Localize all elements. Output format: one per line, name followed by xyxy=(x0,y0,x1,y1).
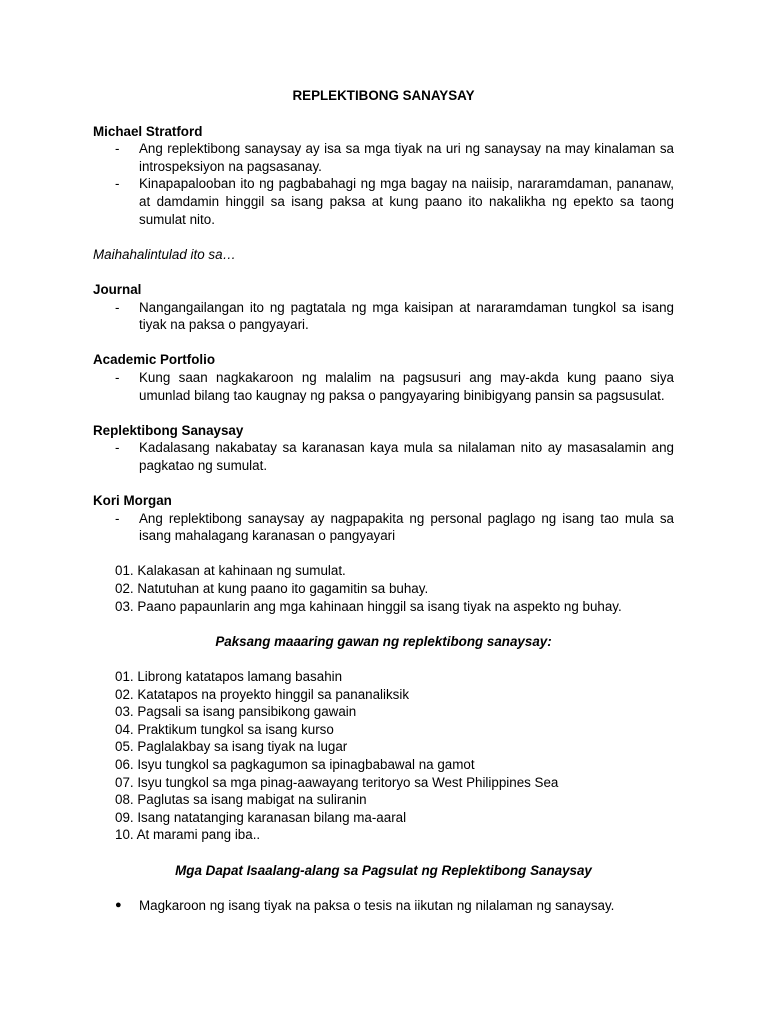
numbered-item: 08. Paglutas sa isang mabigat na suliranin xyxy=(115,792,367,808)
numbered-item: 02. Natutuhan at kung paano ito gagamitin sa buhay. xyxy=(115,581,429,597)
dash-marker: - xyxy=(115,176,120,192)
numbered-item: 01. Kalakasan at kahinaan ng sumulat. xyxy=(115,563,346,579)
numbered-item: 03. Paano papaunlarin ang mga kahinaan hinggil sa isang tiyak na aspekto ng buhay. xyxy=(115,598,622,614)
numbered-item: 04. Praktikum tungkol sa isang kurso xyxy=(115,721,334,737)
list-item-text: Ang replektibong sanaysay ay isa sa mga tiyak na uri ng sanaysay na may kinalaman sa introspeksiyon na pagsasanay. xyxy=(139,141,674,174)
section-heading: Academic Portfolio xyxy=(93,352,216,368)
list-item xyxy=(93,140,674,175)
dash-list xyxy=(93,140,674,228)
section-heading: Kori Morgan xyxy=(93,493,172,509)
dash-marker: - xyxy=(115,299,120,315)
list-item-text: Kinapapalooban ito ng pagbabahagi ng mga bagay na naiisip, nararamdaman, pananaw, at damdamin hinggil sa isang paksa at kung paano ito nakalikha ng epekto sa taong sumulat nito. xyxy=(139,176,674,227)
numbered-item: 01. Librong katatapos lamang basahin xyxy=(115,669,343,684)
list-item xyxy=(93,175,674,228)
numbered-item: 07. Isyu tungkol sa mga pinag-aawayang teritoryo sa West Philippines Sea xyxy=(115,774,559,790)
numbered-item: 09. Isang natatanging karanasan bilang ma-aaral xyxy=(115,809,407,825)
dash-marker: - xyxy=(115,141,120,157)
bullet-item xyxy=(93,897,674,915)
dash-list xyxy=(93,439,674,474)
section-heading: Michael Stratford xyxy=(93,123,203,139)
dash-marker: - xyxy=(115,440,120,456)
dash-list xyxy=(93,299,674,334)
subheading-topics: Paksang maaaring gawan ng replektibong sanaysay: xyxy=(215,633,552,649)
dash-list xyxy=(93,369,674,404)
numbered-item: 05. Paglalakbay sa isang tiyak na lugar xyxy=(115,739,348,755)
document-body xyxy=(93,87,674,914)
comparison-intro: Maihahalintulad ito sa… xyxy=(93,246,236,262)
document-title-text: REPLEKTIBONG SANAYSAY xyxy=(292,88,475,103)
list-item-text: Ang replektibong sanaysay ay nagpapakita ng personal paglago ng isang tao mula sa isang mahalagang karanasan o pangyayari xyxy=(139,510,674,544)
list-item-text: Kung saan nagkakaroon ng malalim na pagsusuri ang may-akda kung paano siya umunlad bilang tao kaugnay ng paksa o pangyayaring binibigyang pansin sa pagsusulat. xyxy=(139,369,674,403)
section-heading: Journal xyxy=(93,281,142,297)
numbered-item: 06. Isyu tungkol sa pagkagumon sa ipinagbabawal na gamot xyxy=(115,756,475,772)
bullet-list xyxy=(93,897,674,915)
bullet-marker: ● xyxy=(115,898,122,911)
numbered-list-topics xyxy=(93,668,674,844)
dash-marker: - xyxy=(115,369,120,385)
list-item xyxy=(93,439,674,474)
dash-marker: - xyxy=(115,510,120,526)
section-heading: Replektibong Sanaysay xyxy=(93,422,244,438)
list-item-text: Kadalasang nakabatay sa karanasan kaya mula sa nilalaman nito ay masasalamin ang pagkatao ng sumulat. xyxy=(139,440,674,473)
list-item xyxy=(93,510,674,545)
list-item-text: Nangangailangan ito ng pagtatala ng mga kaisipan at nararamdaman tungkol sa isang tiyak na paksa o pangyayari. xyxy=(139,299,674,333)
document-title xyxy=(93,87,674,105)
numbered-item: 02. Katatapos na proyekto hinggil sa pananaliksik xyxy=(115,686,410,702)
list-item xyxy=(93,369,674,404)
dash-list xyxy=(93,510,674,545)
numbered-list-aspects xyxy=(93,562,674,615)
numbered-item: 10. At marami pang iba.. xyxy=(115,827,261,843)
numbered-item: 03. Pagsali sa isang pansibikong gawain xyxy=(115,704,357,720)
list-item xyxy=(93,299,674,334)
bullet-item-text: Magkaroon ng isang tiyak na paksa o tesis na iikutan ng nilalaman ng sanaysay. xyxy=(139,897,615,913)
subheading-considerations: Mga Dapat Isaalang-alang sa Pagsulat ng Replektibong Sanaysay xyxy=(175,862,592,878)
